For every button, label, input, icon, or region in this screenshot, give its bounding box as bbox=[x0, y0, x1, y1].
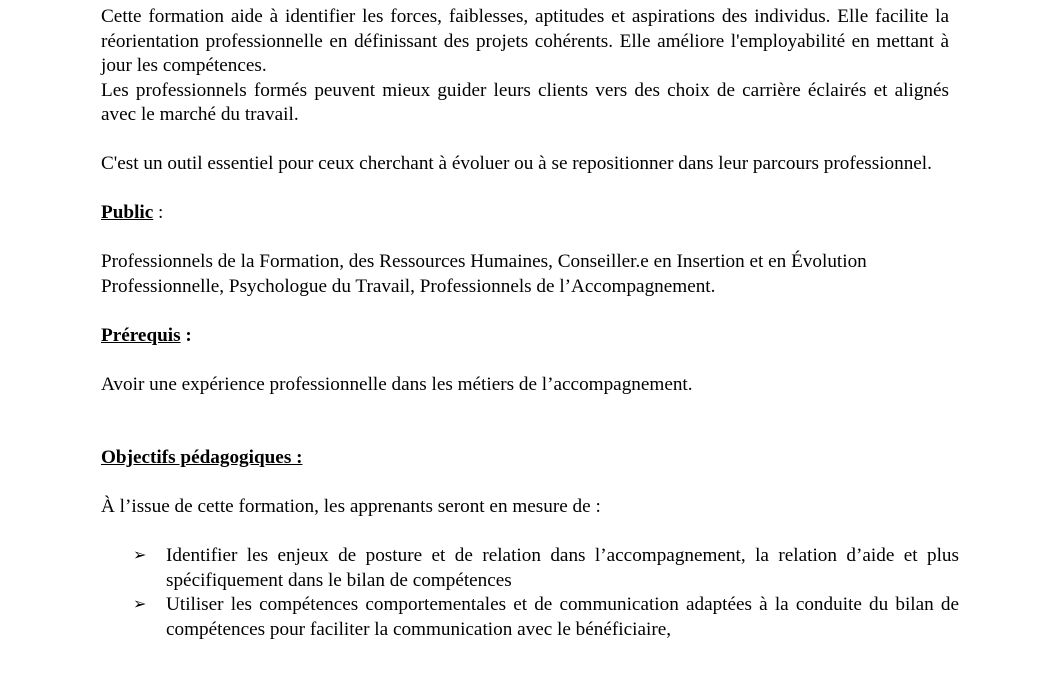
objectifs-intro: À l’issue de cette formation, les apprenants seront en mesure de : bbox=[101, 496, 601, 517]
public-heading-colon: : bbox=[153, 202, 164, 223]
spacer bbox=[101, 226, 949, 251]
spacer bbox=[101, 128, 949, 153]
arrow-bullet-icon: ➢ bbox=[133, 596, 147, 613]
spacer bbox=[101, 520, 949, 545]
intro-paragraph-1: Cette formation aide à identifier les forces, faiblesses, aptitudes et aspirations des individus. Elle facilite la réorientation professionnelle en définissant des projets cohérents. Elle améliore l'employabilité en mettant à jour les compétences. bbox=[101, 6, 949, 76]
spacer bbox=[101, 348, 949, 373]
document-page bbox=[101, 5, 959, 642]
arrow-bullet-icon: ➢ bbox=[133, 547, 147, 564]
list-item-text: Utiliser les compétences comportementales et de communication adaptées à la conduite du bilan de compétences pour faciliter la communication avec le bénéficiaire, bbox=[166, 594, 959, 640]
spacer bbox=[101, 397, 949, 446]
objectifs-list bbox=[101, 544, 959, 642]
public-heading bbox=[101, 201, 949, 226]
prerequis-heading-colon: : bbox=[180, 324, 192, 346]
list-item-text: Identifier les enjeux de posture et de relation dans l’accompagnement, la relation d’aide et plus spécifiquement dans le bilan de compétences bbox=[166, 545, 959, 591]
prerequis-heading-label: Prérequis bbox=[101, 324, 181, 346]
prerequis-heading bbox=[101, 324, 949, 349]
intro-paragraph-3: C'est un outil essentiel pour ceux cherchant à évoluer ou à se repositionner dans leur parcours professionnel. bbox=[101, 153, 932, 174]
public-text: Professionnels de la Formation, des Ressources Humaines, Conseiller.e en Insertion et en Évolution Professionnelle, Psychologue du Travail, Professionnels de l’Accompagnement. bbox=[101, 251, 867, 297]
public-heading-label: Public bbox=[101, 202, 154, 223]
list-item bbox=[101, 544, 959, 593]
spacer bbox=[101, 299, 949, 324]
prerequis-text: Avoir une expérience professionnelle dans les métiers de l’accompagnement. bbox=[101, 373, 693, 395]
intro-paragraph-2: Les professionnels formés peuvent mieux guider leurs clients vers des choix de carrière éclairés et alignés avec le marché du travail. bbox=[101, 79, 949, 125]
spacer bbox=[101, 471, 949, 496]
objectifs-heading-label: Objectifs pédagogiques : bbox=[101, 447, 303, 468]
objectifs-heading bbox=[101, 446, 949, 471]
list-item bbox=[101, 593, 959, 642]
spacer bbox=[101, 177, 949, 202]
